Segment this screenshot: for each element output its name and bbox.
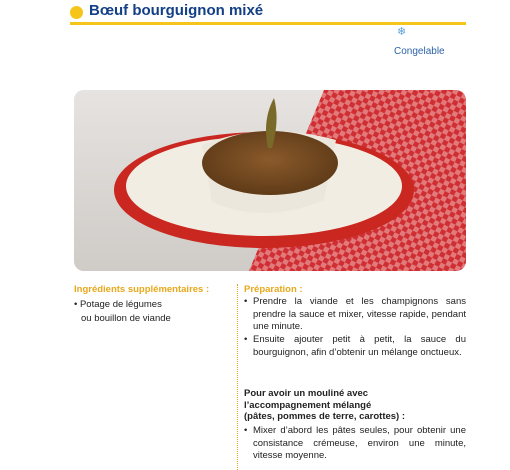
preparation-subheading bbox=[244, 388, 466, 423]
subheading-line: Pour avoir un mouliné avec bbox=[244, 388, 369, 399]
freezable-label: Congelable bbox=[394, 46, 445, 57]
bullet: • bbox=[244, 334, 248, 345]
ingredient-item-continuation: ou bouillon de viande bbox=[81, 313, 171, 324]
ingredient-text: Potage de légumes bbox=[79, 299, 162, 310]
step-text: Ensuite ajouter petit à petit, la sauce du bourguignon, afin d’obtenir un mélange onctueux. bbox=[253, 334, 466, 358]
recipe-photo bbox=[74, 90, 466, 271]
step-text: Prendre la viande et les champignons sans prendre la sauce et mixer, vitesse rapide, pendant une minute. bbox=[253, 296, 466, 332]
subheading-line: (pâtes, pommes de terre, carottes) : bbox=[244, 411, 406, 422]
page-title: Bœuf bourguignon mixé bbox=[89, 2, 264, 19]
title-underline bbox=[70, 22, 466, 25]
subheading-line: l’accompagnement mélangé bbox=[244, 399, 372, 411]
bullet: • bbox=[244, 296, 248, 307]
snowflake-icon: ❄ bbox=[397, 26, 407, 38]
title-bullet-dot bbox=[70, 6, 83, 19]
preparation-step bbox=[244, 334, 466, 359]
preparation-step bbox=[244, 296, 466, 334]
ingredients-heading: Ingrédients supplémentaires : bbox=[74, 284, 210, 295]
bullet: • bbox=[244, 425, 248, 436]
recipe-photo-drawing bbox=[74, 90, 466, 271]
ingredient-item bbox=[74, 299, 162, 310]
preparation-heading: Préparation : bbox=[244, 284, 303, 295]
step-text: Mixer d’abord les pâtes seules, pour obtenir une consistance crémeuse, environ une minute, vitesse moyenne. bbox=[253, 425, 466, 461]
preparation-step bbox=[244, 425, 466, 463]
column-divider bbox=[237, 284, 238, 470]
bullet: • bbox=[74, 299, 78, 310]
